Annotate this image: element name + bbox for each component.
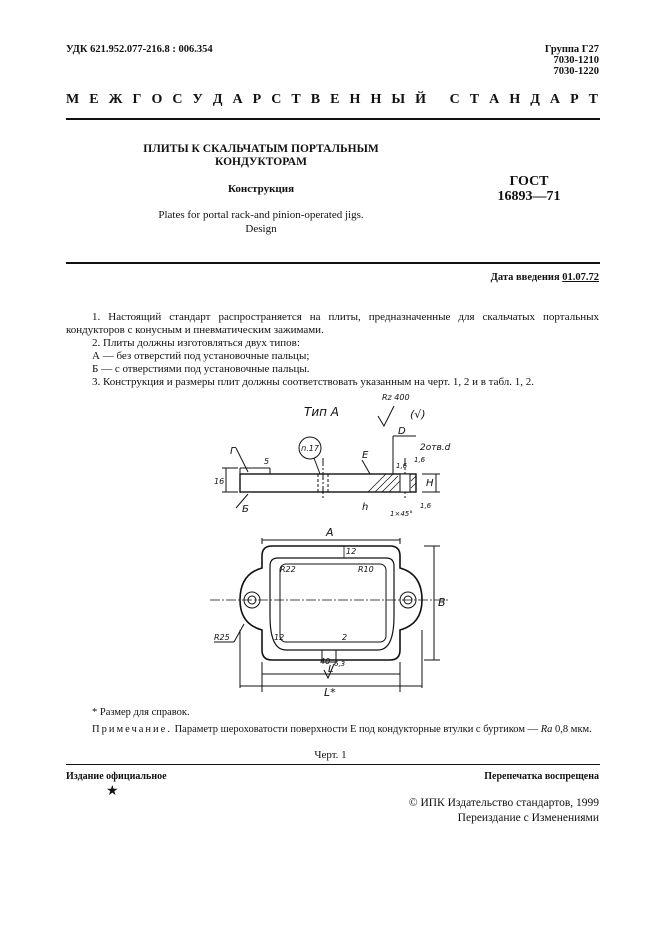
banner-letter: Р: [570, 92, 579, 107]
group-line: Группа Г27: [544, 44, 599, 55]
footer-rule: [66, 764, 600, 765]
dim-r25: R25: [214, 633, 230, 642]
paragraph-type-a: А — без отверстий под установочные пальцы;: [92, 350, 310, 362]
banner-letter: С: [172, 92, 183, 107]
title-russian: [106, 143, 416, 169]
bushing-hole: [400, 474, 410, 492]
dim-1-6: 1,6: [420, 502, 432, 510]
label-h-upper: H: [426, 478, 434, 489]
gost-number: [474, 174, 584, 204]
title-line: ПЛИТЫ К СКАЛЬЧАТЫМ ПОРТАЛЬНЫМ: [143, 143, 379, 155]
banner-letter: А: [549, 92, 561, 107]
label-d: D: [398, 426, 406, 437]
banner-letter: А: [232, 92, 243, 107]
banner-letter: Ы: [391, 92, 406, 107]
banner-letter: Н: [370, 92, 382, 107]
paragraph-type-b: Б — с отверстиями под установочные пальцы.: [92, 363, 310, 375]
banner-letter: С: [449, 92, 460, 107]
reissue-line: Переиздание с Изменениями: [457, 812, 599, 824]
banner-letter: Е: [89, 92, 99, 107]
date-value: 01.07.72: [562, 272, 599, 283]
dim-r10: R10: [358, 565, 374, 574]
dim-12-top: 12: [346, 547, 357, 556]
label-l-star: L*: [324, 686, 336, 698]
banner-letter: Й: [415, 92, 427, 107]
note-tail: 0,8 мкм.: [552, 724, 592, 735]
dim-6-3: 6,3: [334, 660, 346, 668]
official-edition: Издание официальное: [66, 771, 167, 782]
copyright-line: © ИПК Издательство стандартов, 1999: [408, 797, 599, 809]
banner-letter: У: [192, 92, 203, 107]
dim-2: 2: [342, 633, 348, 642]
paragraph-2: 2. Плиты должны изготовляться двух типов:: [92, 337, 300, 349]
dim-1-6: 1,6: [414, 456, 426, 464]
introduction-date: [491, 272, 599, 283]
banner-letter: Д: [212, 92, 223, 107]
group-line: 7030-1210: [553, 55, 599, 66]
rz-label: Rz 400: [382, 393, 410, 402]
reference-size-note: * Размер для справок.: [92, 707, 190, 718]
banner-letter: Т: [469, 92, 480, 107]
label-e: E: [362, 450, 369, 461]
plate-outline: [240, 546, 422, 660]
figure-caption: Черт. 1: [314, 749, 347, 761]
banner-letter: О: [151, 92, 163, 107]
roughness-mark: [378, 406, 394, 426]
banner-letter: Н: [349, 92, 361, 107]
dim-1-6: 1,6: [396, 462, 408, 470]
dim-5: 5: [264, 457, 270, 466]
title-line: Design: [245, 223, 277, 235]
banner-letter: [436, 92, 440, 108]
group-codes: [545, 44, 599, 77]
check-label: (√): [410, 408, 426, 421]
subtitle-construction: Конструкция: [227, 183, 295, 195]
dim-16: 16: [214, 477, 225, 486]
title-english: [106, 208, 416, 236]
banner-letter: Т: [291, 92, 301, 107]
copyright-block: [409, 796, 599, 826]
label-h-lower: h: [362, 502, 369, 513]
note-ra: Ra: [540, 724, 553, 735]
date-label: Дата введения: [490, 272, 560, 283]
inner-frame: [280, 564, 386, 642]
technical-drawing: [200, 388, 460, 698]
gost-code: 16893—71: [497, 189, 561, 204]
dim-12-left: 12: [274, 633, 285, 642]
label-a: A: [326, 526, 334, 539]
banner-letter: Д: [530, 92, 540, 107]
roughness-note: [66, 723, 599, 736]
group-line: 7030-1220: [553, 66, 599, 77]
paragraph-3: 3. Конструкция и размеры плит должны соответствовать указанным на черт. 1, 2 и в табл. 1, 2.: [92, 376, 535, 388]
dim-2otv: 2отв.d: [420, 443, 451, 453]
label-b: Б: [242, 504, 249, 515]
paragraph-1: 1. Настоящий стандарт распространяется на плиты, предназначенные для скальчатых портальных кондукторов с конусным и пневматическим зажимами.: [66, 311, 599, 336]
banner-letter: Р: [252, 92, 262, 107]
note-text: Параметр шероховатости поверхности Е под кондукторные втулки с буртиком —: [171, 724, 541, 735]
star-icon: ★: [106, 784, 119, 799]
banner-letter: В: [310, 92, 321, 107]
label-g: Г: [230, 446, 236, 457]
dim-r22: R22: [280, 565, 296, 574]
type-label: Тип А: [304, 405, 339, 419]
label-b-dim: B: [438, 596, 446, 609]
banner-letter: А: [489, 92, 500, 107]
title-line: Plates for portal rack-and pinion-operated jigs.: [158, 209, 364, 221]
title-line: КОНДУКТОРАМ: [215, 156, 307, 168]
banner-letter: Т: [588, 92, 598, 107]
interstate-standard-banner: [66, 92, 598, 108]
gost-label: ГОСТ: [509, 174, 549, 189]
banner-letter: С: [271, 92, 282, 107]
banner-letter: Н: [509, 92, 521, 107]
top-rule: [66, 118, 600, 120]
dim-chamfer: 1×45°: [390, 510, 413, 518]
label-l: L: [328, 664, 334, 675]
banner-letter: Ж: [108, 92, 123, 107]
ref-label: п.17: [301, 444, 319, 453]
udk-code: УДК 621.952.077-216.8 : 006.354: [66, 44, 213, 55]
banner-letter: М: [66, 92, 80, 107]
banner-letter: Г: [132, 92, 142, 107]
dim-40: 40: [320, 657, 331, 666]
banner-letter: Е: [330, 92, 340, 107]
note-label: Примечание.: [92, 724, 172, 735]
middle-rule: [66, 262, 600, 264]
reprint-prohibited: Перепечатка воспрещена: [484, 771, 599, 782]
